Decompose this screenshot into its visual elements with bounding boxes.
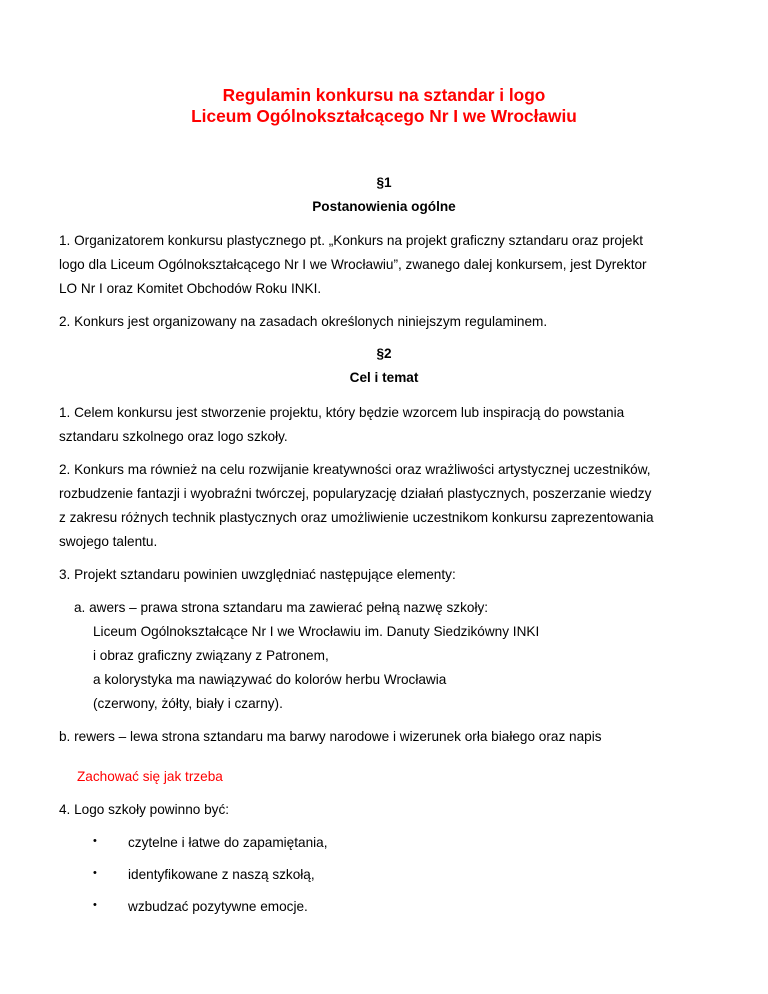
bullet-item-1: czytelne i łatwe do zapamiętania, [128, 835, 328, 850]
s2-p2-line-4: swojego talentu. [59, 534, 158, 549]
s2-p1-line-2: sztandaru szkolnego oraz logo szkoły. [59, 429, 288, 444]
section-2-number: §2 [376, 346, 392, 361]
bullet-icon: • [93, 867, 97, 879]
s1-p1-line-2: logo dla Liceum Ogólnokształcącego Nr I we Wrocławiu”, zwanego dalej konkursem, jest Dyrektor [59, 257, 647, 272]
section-1-number: §1 [376, 175, 392, 190]
section-2-heading: Cel i temat [349, 370, 419, 385]
bullet-icon: • [93, 835, 97, 847]
s2-p4: 4. Logo szkoły powinno być: [59, 802, 230, 817]
section-1-heading: Postanowienia ogólne [312, 199, 456, 214]
title-line-2: Liceum Ogólnokształcącego Nr I we Wrocławiu [191, 106, 577, 126]
red-note: Zachować się jak trzeba [77, 769, 223, 784]
bullet-item-2: identyfikowane z naszą szkołą, [128, 867, 315, 882]
item-b: b. rewers – lewa strona sztandaru ma barwy narodowe i wizerunek orła białego oraz napis [59, 729, 602, 744]
item-a-line-4: a kolorystyka ma nawiązywać do kolorów herbu Wrocławia [93, 672, 447, 687]
s2-p3: 3. Projekt sztandaru powinien uwzględniać następujące elementy: [59, 567, 456, 582]
s2-p2-line-1: 2. Konkurs ma również na celu rozwijanie kreatywności oraz wrażliwości artystycznej uczestników, [59, 462, 651, 477]
item-a-line-5: (czerwony, żółty, biały i czarny). [93, 696, 283, 711]
bullet-icon: • [93, 899, 97, 911]
s2-p2-line-2: rozbudzenie fantazji i wyobraźni twórczej, popularyzację działań plastycznych, poszerzanie wiedzy [59, 486, 652, 501]
s1-p2: 2. Konkurs jest organizowany na zasadach określonych niniejszym regulaminem. [59, 314, 548, 329]
item-a-line-2: Liceum Ogólnokształcące Nr I we Wrocławiu im. Danuty Siedzikówny INKI [93, 624, 540, 639]
title-line-1: Regulamin konkursu na sztandar i logo [222, 85, 546, 105]
item-a-line-3: i obraz graficzny związany z Patronem, [93, 648, 329, 663]
s2-p1-line-1: 1. Celem konkursu jest stworzenie projektu, który będzie wzorcem lub inspiracją do powstania [59, 405, 625, 420]
s2-p2-line-3: z zakresu różnych technik plastycznych oraz umożliwienie uczestnikom konkursu zaprezentowania [59, 510, 654, 525]
s1-p1-line-1: 1. Organizatorem konkursu plastycznego pt. „Konkurs na projekt graficzny sztandaru oraz projekt [59, 233, 644, 248]
item-a-line-1: a. awers – prawa strona sztandaru ma zawierać pełną nazwę szkoły: [74, 600, 489, 615]
s1-p1-line-3: LO Nr I oraz Komitet Obchodów Roku INKI. [59, 281, 322, 296]
bullet-item-3: wzbudzać pozytywne emocje. [128, 899, 308, 914]
